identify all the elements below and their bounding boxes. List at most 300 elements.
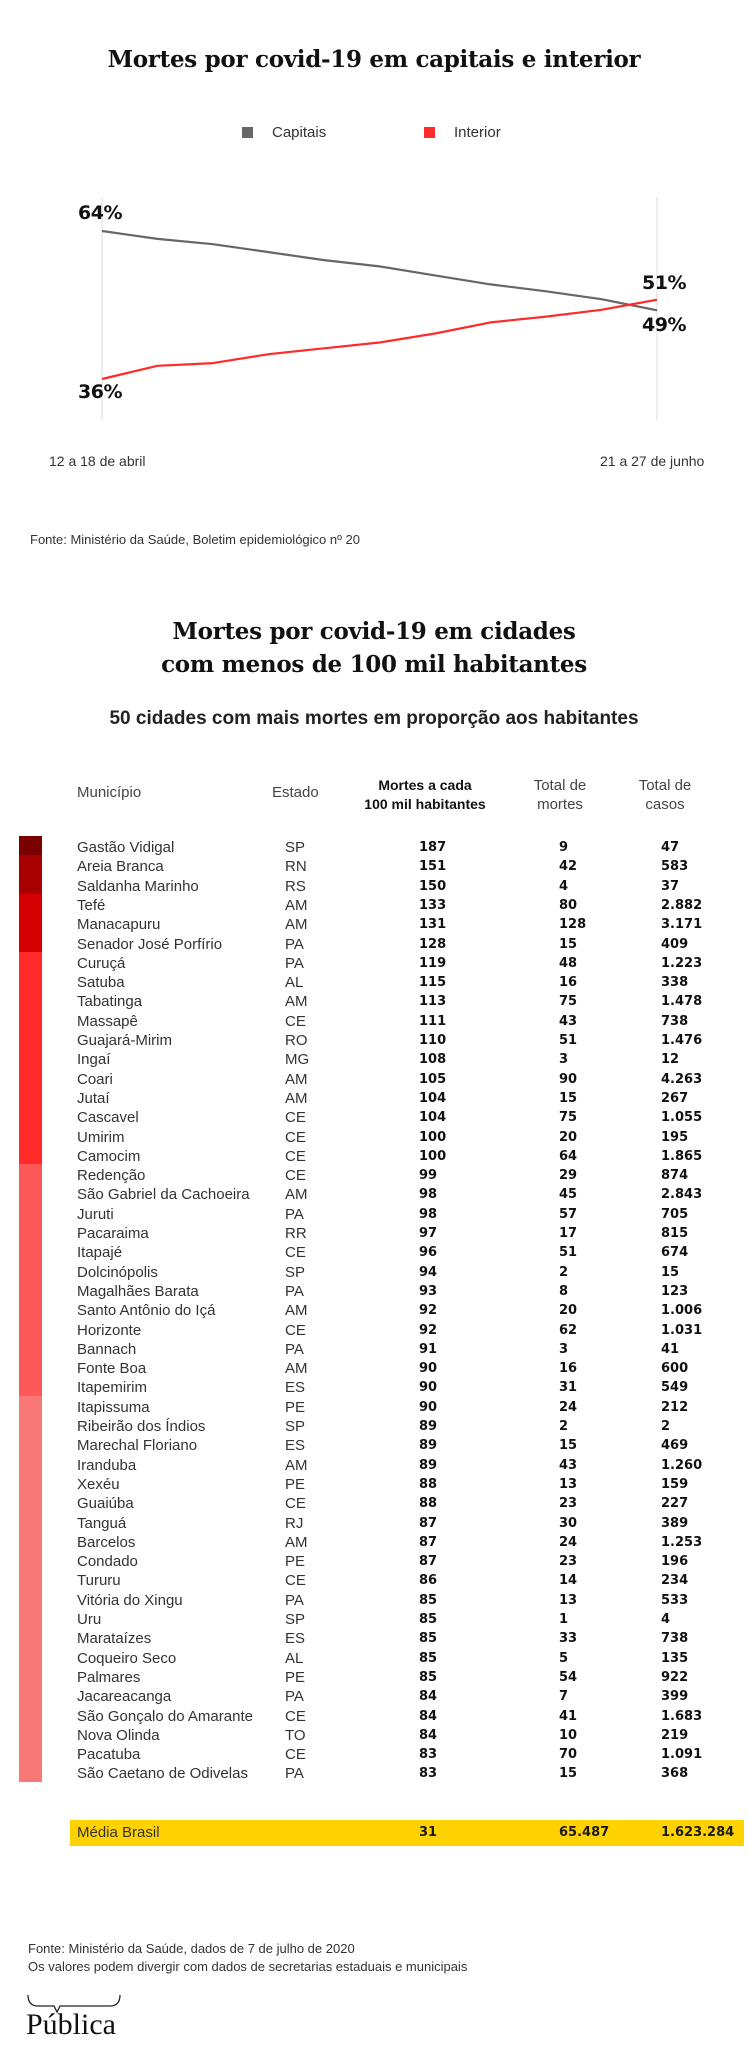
municipality-cell: Tefé — [77, 896, 106, 914]
municipality-cell: Satuba — [77, 974, 125, 992]
deaths-cell: 1 — [559, 1612, 569, 1627]
rate-cell: 150 — [419, 878, 447, 894]
table-row — [0, 935, 748, 954]
table-row — [0, 1070, 748, 1089]
state-cell: SP — [285, 1418, 306, 1435]
state-cell: RS — [285, 877, 306, 895]
cases-cell: 1.055 — [661, 1110, 703, 1126]
deaths-cell: 41 — [559, 1708, 578, 1724]
cases-cell: 227 — [661, 1496, 689, 1512]
municipality-cell: Pacatuba — [77, 1746, 141, 1764]
cases-cell: 399 — [661, 1689, 689, 1705]
municipality-cell: Itapemirim — [77, 1379, 148, 1397]
state-cell: TO — [285, 1726, 306, 1744]
cases-cell: 469 — [661, 1438, 689, 1454]
rate-cell: 94 — [419, 1264, 438, 1280]
municipality-cell: São Gonçalo do Amarante — [77, 1707, 253, 1725]
deaths-cell: 57 — [559, 1206, 578, 1222]
table-row — [0, 1398, 748, 1417]
deaths-cell: 5 — [559, 1650, 569, 1666]
table-row — [0, 1591, 748, 1610]
rate-cell: 89 — [419, 1419, 438, 1434]
cases-cell: 600 — [661, 1361, 689, 1377]
municipality-cell: Barcelos — [77, 1533, 136, 1551]
rate-cell: 88 — [419, 1476, 438, 1492]
state-cell: PA — [285, 935, 304, 953]
label-interior-start: 36% — [78, 381, 122, 403]
state-cell: CE — [285, 1321, 306, 1339]
municipality-cell: Tururu — [77, 1572, 121, 1590]
label-capitais-end: 49% — [642, 314, 686, 336]
header-rate — [355, 776, 495, 814]
deaths-cell: 51 — [559, 1033, 578, 1048]
municipality-cell: Saldanha Marinho — [77, 877, 199, 895]
table-title-line1: Mortes por covid-19 em cidades — [172, 618, 576, 645]
cases-cell: 1.223 — [661, 955, 703, 971]
deaths-cell: 30 — [559, 1515, 578, 1531]
deaths-cell: 45 — [559, 1187, 578, 1203]
deaths-cell: 3 — [559, 1052, 569, 1068]
cases-cell: 2.882 — [661, 897, 703, 913]
header-deaths — [525, 776, 595, 814]
deaths-cell: 75 — [559, 994, 578, 1010]
table-row — [0, 1031, 748, 1050]
municipality-cell: Massapê — [77, 1012, 138, 1030]
rate-cell: 104 — [419, 1090, 447, 1106]
rate-cell: 85 — [419, 1612, 438, 1627]
state-cell: CE — [285, 1572, 306, 1590]
state-cell: CE — [285, 1746, 306, 1764]
state-cell: ES — [285, 1379, 306, 1397]
municipality-cell: Marataízes — [77, 1630, 152, 1648]
cases-cell: 738 — [661, 1013, 689, 1029]
rate-cell: 99 — [419, 1168, 438, 1184]
municipality-cell: Nova Olinda — [77, 1726, 160, 1744]
table-row — [0, 1764, 748, 1783]
rate-cell: 85 — [419, 1592, 438, 1608]
municipality-cell: São Caetano de Odivelas — [77, 1765, 248, 1783]
municipality-cell: Vitória do Xingu — [77, 1591, 183, 1609]
table-row — [0, 896, 748, 915]
state-cell: CE — [285, 1167, 306, 1185]
average-rate: 31 — [419, 1825, 438, 1840]
cases-cell: 195 — [661, 1129, 689, 1145]
municipality-cell: Guaiúba — [77, 1495, 134, 1513]
rate-cell: 131 — [419, 917, 447, 933]
table-subtitle: 50 cidades com mais mortes em proporção aos habitantes — [109, 708, 639, 729]
table-row — [0, 1707, 748, 1726]
cases-cell: 533 — [661, 1592, 689, 1608]
state-cell: AL — [285, 974, 304, 992]
deaths-cell: 51 — [559, 1245, 578, 1261]
header-estado: Estado — [272, 784, 319, 801]
municipality-cell: Santo Antônio do Içá — [77, 1302, 216, 1320]
table-row — [0, 1533, 748, 1552]
municipality-cell: Camocim — [77, 1147, 141, 1165]
state-cell: SP — [285, 1263, 306, 1281]
municipality-cell: Curuçá — [77, 954, 126, 972]
deaths-cell: 17 — [559, 1226, 578, 1241]
state-cell: RN — [285, 858, 307, 876]
rate-cell: 111 — [419, 1013, 447, 1029]
municipality-cell: Dolcinópolis — [77, 1263, 158, 1281]
table-row — [0, 1185, 748, 1204]
state-cell: PA — [285, 1340, 304, 1358]
rate-cell: 85 — [419, 1631, 438, 1647]
cases-cell: 234 — [661, 1573, 689, 1589]
municipality-cell: Marechal Floriano — [77, 1437, 198, 1455]
cases-cell: 159 — [661, 1476, 689, 1492]
rate-cell: 108 — [419, 1052, 447, 1068]
cases-cell: 1.006 — [661, 1303, 703, 1319]
table-row — [0, 1282, 748, 1301]
header-deaths-line1: Total de — [533, 777, 587, 794]
deaths-cell: 10 — [559, 1727, 578, 1743]
deaths-cell: 7 — [559, 1689, 569, 1705]
deaths-cell: 15 — [559, 1766, 578, 1782]
series-line-interior — [102, 300, 657, 379]
state-cell: AM — [285, 1302, 308, 1320]
state-cell: PA — [285, 1765, 304, 1783]
municipality-cell: Itapissuma — [77, 1398, 150, 1416]
table-row — [0, 1436, 748, 1455]
table-row — [0, 1494, 748, 1513]
rate-cell: 90 — [419, 1361, 438, 1377]
state-cell: PA — [285, 1282, 304, 1300]
cases-cell: 549 — [661, 1380, 689, 1396]
table-row — [0, 1321, 748, 1340]
cases-cell: 4.263 — [661, 1071, 703, 1087]
deaths-cell: 43 — [559, 1013, 578, 1029]
table-row — [0, 1668, 748, 1687]
state-cell: AM — [285, 896, 308, 914]
cases-cell: 1.253 — [661, 1534, 703, 1550]
rate-cell: 151 — [419, 859, 447, 875]
logo-text: Pública — [26, 2008, 116, 2041]
cases-cell: 1.091 — [661, 1747, 703, 1763]
state-cell: MG — [285, 1051, 310, 1069]
table-row — [0, 1475, 748, 1494]
rate-cell: 84 — [419, 1689, 438, 1705]
rate-cell: 92 — [419, 1303, 438, 1319]
state-cell: PA — [285, 1205, 304, 1223]
table-row — [0, 1649, 748, 1668]
table-row — [0, 1417, 748, 1436]
table-row — [0, 1687, 748, 1706]
municipality-cell: Ingaí — [77, 1051, 111, 1069]
rate-cell: 92 — [419, 1322, 438, 1338]
table-row — [0, 1224, 748, 1243]
table-row — [0, 1012, 748, 1031]
municipality-cell: Redenção — [77, 1167, 146, 1185]
state-cell: ES — [285, 1437, 306, 1455]
state-cell: SP — [285, 1611, 306, 1628]
state-cell: PA — [285, 1688, 304, 1706]
table-row — [0, 1205, 748, 1224]
deaths-cell: 13 — [559, 1476, 578, 1492]
deaths-cell: 16 — [559, 1361, 578, 1377]
municipality-cell: Ribeirão dos Índios — [77, 1418, 206, 1435]
deaths-cell: 15 — [559, 936, 578, 952]
average-cases: 1.623.284 — [661, 1825, 735, 1840]
rate-cell: 113 — [419, 994, 447, 1010]
rate-cell: 84 — [419, 1727, 438, 1743]
table-row — [0, 1166, 748, 1185]
table-row — [0, 1456, 748, 1475]
rate-cell: 187 — [419, 840, 447, 855]
cases-cell: 922 — [661, 1669, 689, 1685]
cases-cell: 41 — [661, 1341, 680, 1357]
rate-cell: 90 — [419, 1399, 438, 1415]
label-interior-end: 51% — [642, 272, 686, 294]
table-row — [0, 1108, 748, 1127]
rate-cell: 115 — [419, 975, 447, 991]
municipality-cell: Condado — [77, 1553, 138, 1571]
deaths-cell: 20 — [559, 1303, 578, 1319]
rate-cell: 128 — [419, 936, 447, 952]
municipality-cell: Fonte Boa — [77, 1360, 147, 1378]
rate-cell: 98 — [419, 1206, 438, 1222]
deaths-cell: 75 — [559, 1110, 578, 1126]
table-row — [0, 1359, 748, 1378]
deaths-cell: 24 — [559, 1534, 578, 1550]
rate-cell: 90 — [419, 1380, 438, 1396]
average-deaths: 65.487 — [559, 1825, 610, 1840]
table-row — [0, 1050, 748, 1069]
cases-cell: 705 — [661, 1206, 689, 1222]
rate-cell: 110 — [419, 1033, 447, 1048]
table-row — [0, 1378, 748, 1397]
table-row — [0, 1340, 748, 1359]
table-row — [0, 877, 748, 896]
table-row — [0, 1147, 748, 1166]
rate-cell: 89 — [419, 1438, 438, 1454]
deaths-cell: 24 — [559, 1399, 578, 1415]
cases-cell: 1.476 — [661, 1033, 703, 1048]
rate-cell: 96 — [419, 1245, 438, 1261]
cases-cell: 15 — [661, 1264, 680, 1280]
line-chart-plot — [0, 0, 748, 480]
table-source — [28, 1940, 467, 1976]
cases-cell: 674 — [661, 1245, 689, 1261]
deaths-cell: 128 — [559, 917, 587, 933]
rate-cell: 119 — [419, 955, 447, 971]
legend-label-interior: Interior — [454, 124, 501, 141]
rate-cell: 86 — [419, 1573, 438, 1589]
cases-cell: 2.843 — [661, 1187, 703, 1203]
deaths-cell: 33 — [559, 1631, 578, 1647]
table-row — [0, 1128, 748, 1147]
table-row — [0, 838, 748, 857]
cases-cell: 4 — [661, 1612, 671, 1627]
rate-cell: 87 — [419, 1515, 438, 1531]
label-capitais-start: 64% — [78, 202, 122, 224]
table-row — [0, 973, 748, 992]
cases-cell: 1.260 — [661, 1457, 703, 1473]
rate-cell: 87 — [419, 1534, 438, 1550]
table-row — [0, 1726, 748, 1745]
state-cell: CE — [285, 1707, 306, 1725]
municipality-cell: Jutaí — [77, 1089, 110, 1107]
municipality-cell: Jacareacanga — [77, 1688, 172, 1706]
municipality-cell: Magalhães Barata — [77, 1282, 199, 1300]
table-title — [0, 615, 748, 681]
state-cell: PE — [285, 1398, 306, 1416]
cases-cell: 135 — [661, 1650, 689, 1666]
cases-cell: 1.478 — [661, 994, 703, 1010]
deaths-cell: 9 — [559, 840, 569, 855]
state-cell: CE — [285, 1109, 306, 1127]
municipality-cell: Cascavel — [77, 1109, 139, 1127]
cases-cell: 2 — [661, 1419, 671, 1434]
deaths-cell: 14 — [559, 1573, 578, 1589]
cases-cell: 368 — [661, 1766, 689, 1782]
municipality-cell: Guajará-Mirim — [77, 1032, 173, 1049]
deaths-cell: 23 — [559, 1496, 578, 1512]
cases-cell: 738 — [661, 1631, 689, 1647]
average-row — [70, 1820, 744, 1846]
deaths-cell: 16 — [559, 975, 578, 991]
cases-cell: 3.171 — [661, 917, 703, 933]
header-cases-line2: casos — [645, 796, 685, 813]
municipality-cell: Xexéu — [77, 1475, 120, 1493]
rate-cell: 91 — [419, 1341, 438, 1357]
cases-cell: 37 — [661, 878, 680, 894]
cases-cell: 1.031 — [661, 1322, 703, 1338]
rate-cell: 83 — [419, 1766, 438, 1782]
table-row — [0, 1745, 748, 1764]
state-cell: AL — [285, 1649, 304, 1667]
deaths-cell: 62 — [559, 1322, 578, 1338]
rate-cell: 85 — [419, 1669, 438, 1685]
series-line-capitais — [102, 231, 657, 310]
rate-cell: 133 — [419, 897, 447, 913]
table-row — [0, 915, 748, 934]
rate-cell: 105 — [419, 1071, 447, 1087]
municipality-cell: Coari — [77, 1070, 113, 1088]
state-cell: AM — [285, 1533, 308, 1551]
state-cell: CE — [285, 1012, 306, 1030]
cases-cell: 583 — [661, 859, 689, 875]
municipality-cell: Horizonte — [77, 1321, 142, 1339]
deaths-cell: 90 — [559, 1071, 578, 1087]
state-cell: SP — [285, 839, 306, 856]
cases-cell: 196 — [661, 1554, 689, 1570]
deaths-cell: 15 — [559, 1090, 578, 1106]
state-cell: AM — [285, 1456, 308, 1474]
deaths-cell: 48 — [559, 955, 578, 971]
municipality-cell: Manacapuru — [77, 916, 161, 934]
municipality-cell: Umirim — [77, 1128, 125, 1146]
x-tick-end: 21 a 27 de junho — [600, 453, 705, 469]
municipality-cell: Areia Branca — [77, 858, 164, 876]
municipality-cell: São Gabriel da Cachoeira — [77, 1186, 250, 1204]
municipality-cell: Tabatinga — [77, 993, 143, 1011]
state-cell: CE — [285, 1147, 306, 1165]
municipality-cell: Senador José Porfírio — [77, 935, 223, 953]
cases-cell: 123 — [661, 1283, 689, 1299]
cases-cell: 1.865 — [661, 1148, 703, 1164]
table-source-line2: Os valores podem divergir com dados de secretarias estaduais e municipais — [28, 1959, 468, 1974]
table-row — [0, 1263, 748, 1282]
deaths-cell: 31 — [559, 1380, 578, 1396]
header-rate-line2: 100 mil habitantes — [364, 796, 486, 812]
table-row — [0, 1571, 748, 1590]
rate-cell: 83 — [419, 1747, 438, 1763]
deaths-cell: 42 — [559, 859, 578, 875]
deaths-cell: 23 — [559, 1554, 578, 1570]
state-cell: PA — [285, 954, 304, 972]
table-row — [0, 1243, 748, 1262]
table-row — [0, 857, 748, 876]
deaths-cell: 2 — [559, 1264, 569, 1280]
municipality-cell: Tanguá — [77, 1514, 127, 1532]
deaths-cell: 2 — [559, 1419, 569, 1434]
table-row — [0, 1610, 748, 1629]
state-cell: RJ — [285, 1514, 304, 1532]
municipality-cell: Itapajé — [77, 1244, 123, 1262]
header-deaths-line2: mortes — [537, 796, 583, 813]
municipality-cell: Gastão Vidigal — [77, 839, 175, 856]
table-row — [0, 992, 748, 1011]
municipality-cell: Pacaraima — [77, 1225, 149, 1242]
rate-cell: 97 — [419, 1226, 438, 1241]
cases-cell: 874 — [661, 1168, 689, 1184]
municipality-cell: Uru — [77, 1611, 102, 1628]
cases-cell: 338 — [661, 975, 689, 991]
state-cell: AM — [285, 993, 308, 1011]
state-cell: RO — [285, 1032, 308, 1049]
header-cases-line1: Total de — [638, 777, 692, 794]
header-municipio: Município — [77, 784, 142, 801]
cases-cell: 212 — [661, 1399, 689, 1415]
state-cell: RR — [285, 1225, 307, 1242]
rate-cell: 88 — [419, 1496, 438, 1512]
cases-cell: 12 — [661, 1052, 680, 1068]
x-tick-start: 12 a 18 de abril — [49, 453, 146, 469]
state-cell: PE — [285, 1668, 306, 1686]
rate-cell: 89 — [419, 1457, 438, 1473]
table-row — [0, 1301, 748, 1320]
deaths-cell: 15 — [559, 1438, 578, 1454]
cases-cell: 815 — [661, 1226, 689, 1241]
municipality-cell: Iranduba — [77, 1456, 137, 1474]
average-label: Média Brasil — [77, 1824, 160, 1841]
header-rate-line1: Mortes a cada — [378, 777, 472, 793]
rate-cell: 87 — [419, 1554, 438, 1570]
municipality-cell: Bannach — [77, 1340, 137, 1358]
rate-cell: 93 — [419, 1283, 438, 1299]
state-cell: CE — [285, 1495, 306, 1513]
cases-cell: 47 — [661, 840, 680, 855]
header-cases — [630, 776, 700, 814]
table-row — [0, 1552, 748, 1571]
cases-cell: 389 — [661, 1515, 689, 1531]
table-source-line1: Fonte: Ministério da Saúde, dados de 7 de julho de 2020 — [28, 1941, 355, 1956]
deaths-cell: 54 — [559, 1669, 578, 1685]
municipality-cell: Juruti — [77, 1205, 114, 1223]
state-cell: PE — [285, 1553, 306, 1571]
state-cell: CE — [285, 1244, 306, 1262]
rate-cell: 85 — [419, 1650, 438, 1666]
state-cell: AM — [285, 1089, 308, 1107]
state-cell: AM — [285, 1186, 308, 1204]
cases-cell: 409 — [661, 936, 689, 952]
rate-cell: 98 — [419, 1187, 438, 1203]
municipality-cell: Palmares — [77, 1668, 141, 1686]
rate-cell: 84 — [419, 1708, 438, 1724]
state-cell: CE — [285, 1128, 306, 1146]
